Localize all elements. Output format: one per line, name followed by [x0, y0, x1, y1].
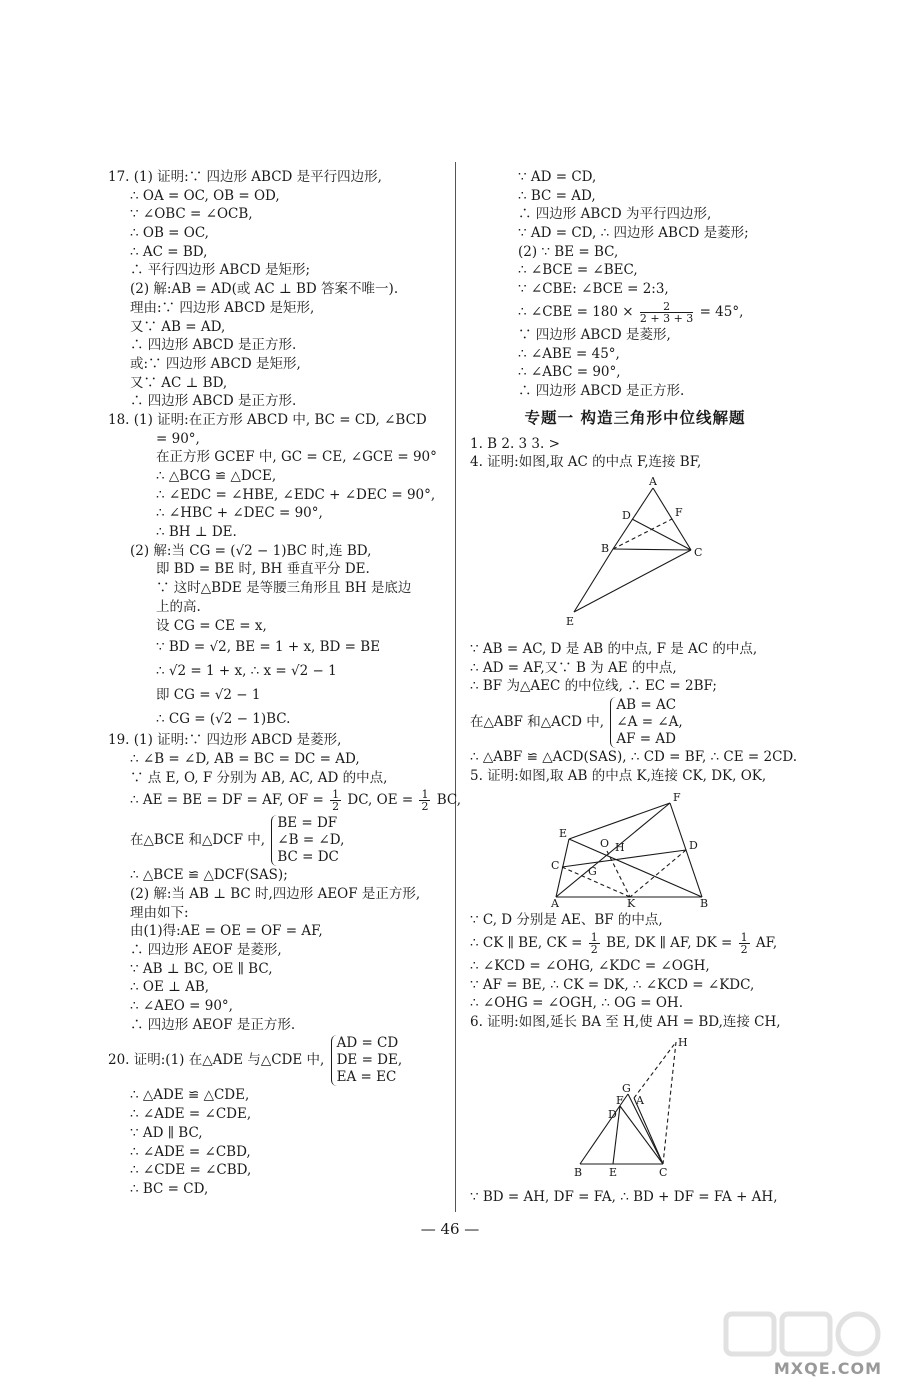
label-f: F	[616, 1093, 624, 1107]
segment-bf	[613, 519, 672, 549]
question-20	[108, 1034, 446, 1198]
system-row: DE = DE,	[336, 1052, 403, 1069]
q19-text: ∴ AE = BE = DF = AF, OF =	[130, 792, 324, 809]
q17-line: 或:∵ 四边形 ABCD 是矩形,	[130, 355, 301, 372]
system-row: EA = EC	[336, 1069, 397, 1086]
label-d: D	[689, 839, 698, 853]
q19-line: ∵ 点 E, O, F 分别为 AB, AC, AD 的中点,	[130, 769, 388, 786]
left-column	[108, 168, 462, 1199]
edge-bc	[613, 549, 691, 550]
q18-line: ∵ 这时△BDE 是等腰三角形且 BH 是底边	[156, 580, 412, 597]
label-a: A	[636, 1093, 644, 1107]
q5-fraction-line	[470, 930, 800, 957]
fraction-numerator: 1	[590, 931, 598, 945]
q4-line: ∴ △ABF ≌ △ACD(SAS), ∴ CD = BF, ∴ CE = 2CD.	[470, 749, 798, 765]
q20-cont-line: ∴ ∠BCE = ∠BEC,	[518, 262, 638, 279]
fraction-one-half	[419, 789, 430, 812]
column-divider	[455, 162, 456, 1212]
q18-line: ∴ △BCG ≌ △DCE,	[156, 468, 277, 484]
figure-q6-triangle	[470, 1036, 800, 1184]
q19-fraction-line	[108, 787, 462, 814]
question-17	[108, 168, 446, 411]
fraction-calc	[640, 301, 693, 324]
q17-line: ∴ OB = OC,	[130, 225, 209, 242]
segment-hc	[663, 1042, 676, 1164]
label-f: F	[673, 791, 681, 805]
q18-line: (2) 解:当 CG = (√2 − 1)BC 时,连 BD,	[130, 542, 372, 559]
q20-cont-line: ∵ AD = CD,	[518, 169, 597, 185]
segment-af	[556, 803, 670, 897]
q19-line: ∴ 四边形 AEOF 是菱形,	[130, 942, 282, 958]
q20-line: ∴ BC = CD,	[130, 1180, 209, 1197]
q17-line: ∴ 平行四边形 ABCD 是矩形;	[130, 262, 310, 279]
q4-intro: 4. 证明:如图,取 AC 的中点 F,连接 BF,	[470, 454, 702, 471]
q19-line: ∴ △BCE ≌ △DCF(SAS);	[130, 867, 288, 884]
q4-line: ∵ AB = AC, D 是 AB 的中点, F 是 AC 的中点,	[470, 640, 758, 657]
q20-cont-line: ∴ 四边形 ABCD 为平行四边形,	[518, 206, 712, 223]
page-number: — 46 —	[420, 1220, 480, 1238]
segment-ah	[634, 1042, 676, 1098]
q5-text: ∴ CK ∥ BE, CK =	[470, 935, 583, 952]
q5-line: ∴ ∠OHG = ∠OGH, ∴ OG = OH.	[470, 995, 683, 1012]
q5-intro: 5. 证明:如图,取 AB 的中点 K,连接 CK, DK, OK,	[470, 767, 767, 784]
q20-cont-line: (2) ∵ BE = BC,	[518, 243, 619, 260]
q20-cont-line: ∴ ∠ABC = 90°,	[518, 364, 621, 381]
q19-line: ∴ ∠B = ∠D, AB = BC = DC = AD,	[130, 750, 360, 767]
brace-system	[271, 815, 344, 866]
q4-system	[470, 696, 800, 748]
q20-line: ∴ △ADE ≌ △CDE,	[130, 1087, 250, 1104]
label-b: B	[574, 1165, 583, 1179]
label-b: B	[700, 897, 709, 908]
q17-line: 理由:∵ 四边形 ABCD 是矩形,	[130, 299, 315, 316]
label-e: E	[609, 1165, 618, 1179]
label-c: C	[694, 545, 703, 559]
q17-line: ∴ 四边形 ABCD 是正方形.	[130, 393, 297, 410]
q19-line: 19. (1) 证明:∵ 四边形 ABCD 是菱形,	[108, 732, 342, 749]
label-h: H	[615, 841, 625, 855]
q4-line: ∴ BF 为△AEC 的中位线, ∴ EC = 2BF;	[470, 678, 717, 695]
q19-text: BC,	[436, 792, 462, 809]
q19-text: DC, OE =	[347, 792, 414, 809]
label-d: D	[608, 1107, 617, 1121]
q17-line: ∴ OA = OC, OB = OD,	[130, 187, 280, 204]
q5-text: BE, DK ∥ AF, DK =	[606, 935, 733, 952]
fraction-numerator: 1	[740, 931, 748, 945]
q17-line: 又∵ AC ⊥ BD,	[130, 374, 228, 391]
label-f: F	[675, 505, 683, 519]
fraction-denominator: 2	[332, 800, 340, 814]
label-h: H	[678, 1035, 688, 1049]
q4-line: ∴ AD = AF,又∵ B 为 AE 的中点,	[470, 659, 677, 676]
q18-line: 设 CG = CE = x,	[156, 617, 267, 634]
label-k: K	[627, 897, 636, 908]
system-prefix: 20. 证明:(1) 在△ADE 与△CDE 中,	[108, 1052, 325, 1069]
q20-cont-line: ∵ 四边形 ABCD 是菱形,	[518, 326, 671, 343]
label-c: C	[551, 859, 560, 873]
fraction-one-half	[330, 789, 341, 812]
fraction-one-half	[739, 932, 750, 955]
q19-line: ∵ AB ⊥ BC, OE ∥ BC,	[130, 960, 273, 977]
q17-line: ∴ AC = BD,	[130, 243, 208, 260]
label-g: G	[588, 865, 597, 879]
label-e: E	[566, 614, 575, 628]
edge-ec	[574, 550, 691, 612]
q17-line: ∴ 四边形 ABCD 是正方形.	[130, 337, 297, 354]
q18-line: ∴ CG = (√2 − 1)BC.	[156, 711, 291, 728]
label-g: G	[622, 1081, 631, 1095]
watermark-text: MXQE.COM	[773, 1359, 882, 1378]
label-a: A	[649, 475, 657, 488]
fraction-numerator: 1	[332, 788, 340, 802]
calc-text: ∴ ∠CBE = 180 ×	[518, 303, 634, 320]
label-e: E	[559, 827, 568, 841]
system-row: AF = AD	[616, 731, 676, 747]
section-heading: 专题一 构造三角形中位线解题	[524, 408, 746, 427]
q20-calc-line	[470, 299, 800, 326]
q19-line: 理由如下:	[130, 904, 189, 921]
q20-cont-line: ∴ BC = AD,	[518, 187, 596, 204]
q6-intro: 6. 证明:如图,延长 BA 至 H,使 AH = BD,连接 CH,	[470, 1014, 781, 1031]
short-answers: 1. B 2. 3 3. >	[470, 435, 560, 452]
q18-line: ∵ BD = √2, BE = 1 + x, BD = BE	[156, 639, 381, 656]
q20-cont-line: ∴ 四边形 ABCD 是正方形.	[518, 382, 685, 399]
edge-fe	[569, 803, 670, 839]
system-row: AB = AC	[616, 697, 677, 713]
q5-line: ∵ AF = BE, ∴ CK = DK, ∴ ∠KCD = ∠KDC,	[470, 976, 755, 993]
question-19	[108, 731, 462, 1034]
question-18	[108, 411, 446, 731]
fraction-denominator: 2	[421, 800, 429, 814]
edge-be	[574, 549, 613, 612]
system-prefix: 在△BCE 和△DCF 中,	[130, 832, 266, 849]
q17-line: ∵ ∠OBC = ∠OCB,	[130, 206, 253, 223]
q20-line: ∴ ∠ADE = ∠CDE,	[130, 1106, 252, 1123]
label-b: B	[601, 541, 610, 555]
fraction-one-half	[589, 932, 600, 955]
q18-line: 上的高.	[156, 598, 201, 615]
q17-line: 又∵ AB = AD,	[130, 318, 226, 335]
system-prefix: 在△ABF 和△ACD 中,	[470, 714, 605, 730]
system-row: BE = DF	[277, 815, 338, 832]
q19-line: ∴ ∠AEO = 90°,	[130, 998, 233, 1015]
q19-line: ∴ OE ⊥ AB,	[130, 979, 210, 996]
q19-line: (2) 解:当 AB ⊥ BC 时,四边形 AEOF 是正方形,	[130, 885, 421, 902]
calc-text: = 45°,	[699, 303, 744, 320]
label-a: A	[551, 897, 559, 908]
q5-line: ∵ C, D 分别是 AE、BF 的中点,	[470, 912, 663, 929]
q20-cont-line: ∵ AD = CD, ∴ 四边形 ABCD 是菱形;	[518, 225, 749, 242]
system-row: ∠B = ∠D,	[277, 832, 345, 849]
fraction-denominator: 2	[740, 943, 748, 957]
brace-system	[610, 697, 682, 748]
q20-line: ∵ AD ∥ BC,	[130, 1124, 203, 1141]
edge-ab	[613, 488, 653, 549]
fraction-denominator: 2	[590, 943, 598, 957]
right-column	[470, 168, 800, 1207]
system-row: BC = DC	[277, 849, 339, 866]
q6-line: ∵ BD = AH, DF = FA, ∴ BD + DF = FA + AH,	[470, 1188, 778, 1205]
fraction-numerator: 2	[640, 301, 693, 313]
q18-line: ∴ √2 = 1 + x, ∴ x = √2 − 1	[156, 663, 337, 680]
label-c: C	[659, 1165, 668, 1179]
q17-line: (2) 解:AB = AD(或 AC ⊥ BD 答案不唯一).	[130, 281, 399, 298]
edge-cg	[628, 1094, 663, 1164]
q19-line: ∴ 四边形 AEOF 是正方形.	[130, 1016, 296, 1033]
q19-line: 由(1)得:AE = OE = OF = AF,	[130, 923, 323, 940]
q20-system	[108, 1034, 446, 1086]
q20-cont-line: ∵ ∠CBE: ∠BCE = 2:3,	[518, 281, 669, 298]
q20-cont-line: ∴ ∠ABE = 45°,	[518, 345, 620, 362]
q18-line: 即 CG = √2 − 1	[156, 687, 261, 704]
system-row: AD = CD	[336, 1035, 399, 1052]
q5-line: ∴ ∠KCD = ∠OHG, ∠KDC = ∠OGH,	[470, 958, 710, 975]
q18-line: ∴ ∠HBC + ∠DEC = 90°,	[156, 505, 323, 522]
q18-line: ∴ BH ⊥ DE.	[156, 524, 237, 541]
q19-system	[108, 814, 446, 866]
q5-text: AF,	[755, 935, 778, 952]
brace-system	[331, 1035, 403, 1086]
q18-line: 在正方形 GCEF 中, GC = CE, ∠GCE = 90°	[156, 449, 437, 466]
q20-line: ∴ ∠ADE = ∠CBD,	[130, 1143, 251, 1160]
figure-q5-quadrilateral	[470, 789, 800, 907]
system-row: ∠A = ∠A,	[616, 714, 683, 730]
q18-line: = 90°,	[156, 430, 200, 447]
fraction-denominator: 2 + 3 + 3	[639, 311, 694, 325]
q18-line: 即 BD = BE 时, BH 垂直平分 DE.	[156, 561, 370, 578]
q18-line: ∴ ∠EDC = ∠HBE, ∠EDC + ∠DEC = 90°,	[156, 486, 436, 503]
label-o: O	[600, 837, 610, 851]
q17-line: 17. (1) 证明:∵ 四边形 ABCD 是平行四边形,	[108, 169, 382, 185]
label-d: D	[622, 508, 631, 522]
q18-line: 18. (1) 证明:在正方形 ABCD 中, BC = CD, ∠BCD	[108, 411, 427, 428]
figure-q4-triangle	[470, 476, 800, 636]
q20-line: ∴ ∠CDE = ∠CBD,	[130, 1162, 252, 1179]
fraction-numerator: 1	[421, 788, 429, 802]
